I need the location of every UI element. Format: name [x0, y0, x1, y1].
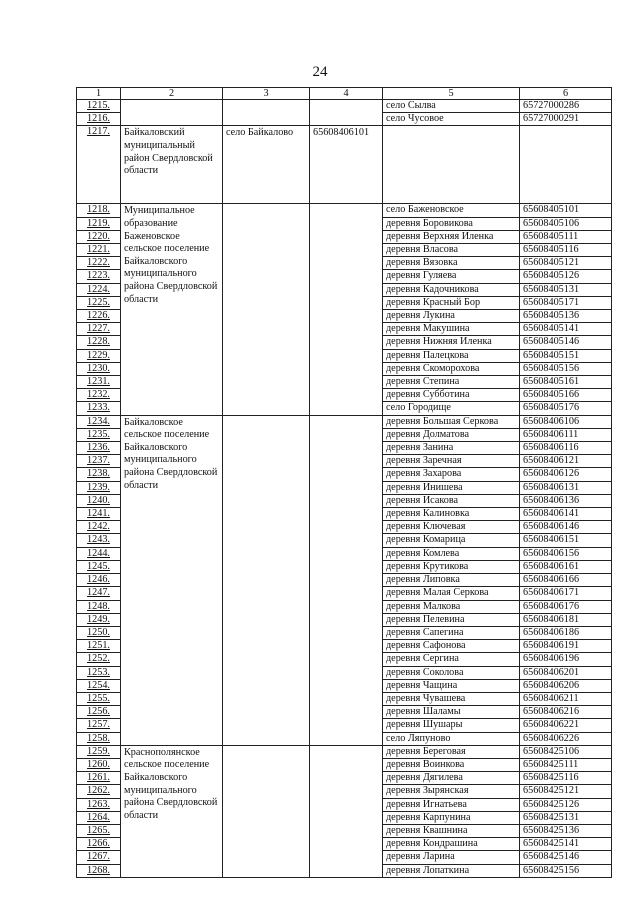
settlement-name: деревня Вязовка: [383, 257, 520, 270]
settlement-name: деревня Долматова: [383, 428, 520, 441]
row-number: 1245.: [77, 560, 121, 573]
settlement-name: деревня Власова: [383, 244, 520, 257]
row-number: 1255.: [77, 692, 121, 705]
row-number: 1253.: [77, 666, 121, 679]
settlement-name: деревня Кондрашина: [383, 838, 520, 851]
district-center: село Байкалово: [223, 126, 310, 204]
municipality-cell: [121, 100, 223, 126]
row-number: 1242.: [77, 521, 121, 534]
settlement-code: 65608406141: [520, 508, 612, 521]
settlement-code: 65608425111: [520, 758, 612, 771]
settlement-register-table: [76, 87, 612, 878]
settlement-code: 65608406181: [520, 613, 612, 626]
okato-cell: [310, 415, 383, 745]
settlement-name: деревня Липовка: [383, 574, 520, 587]
settlement-name: деревня Соколова: [383, 666, 520, 679]
admin-center-cell: [223, 745, 310, 877]
settlement-code: 65608425131: [520, 811, 612, 824]
row-number: 1266.: [77, 838, 121, 851]
settlement-name: деревня Кадочникова: [383, 283, 520, 296]
settlement-code: 65608406116: [520, 442, 612, 455]
row-number: 1229.: [77, 349, 121, 362]
settlement-code: 65608405156: [520, 362, 612, 375]
settlement-name: деревня Большая Серкова: [383, 415, 520, 428]
row-number: 1254.: [77, 679, 121, 692]
row-number: 1244.: [77, 547, 121, 560]
district-okato: 65608406101: [310, 126, 383, 204]
settlement-name: деревня Шаламы: [383, 706, 520, 719]
settlement-name: деревня Береговая: [383, 745, 520, 758]
page-number: 24: [312, 64, 328, 80]
row-number: 1230.: [77, 362, 121, 375]
settlement-name: деревня Занина: [383, 442, 520, 455]
settlement-name: деревня Ключевая: [383, 521, 520, 534]
row-number: 1260.: [77, 758, 121, 771]
settlement-code: 65727000286: [520, 100, 612, 113]
row-number: 1224.: [77, 283, 121, 296]
settlement-code: 65608405141: [520, 323, 612, 336]
row-number: 1222.: [77, 257, 121, 270]
settlement-name: село Чусовое: [383, 113, 520, 126]
row-number: 1263.: [77, 798, 121, 811]
row-number: 1228.: [77, 336, 121, 349]
column-header: 5: [383, 88, 520, 100]
settlement-code: 65608406126: [520, 468, 612, 481]
settlement-name: село Городище: [383, 402, 520, 415]
settlement-name: деревня Гуляева: [383, 270, 520, 283]
settlement-code: 65608425126: [520, 798, 612, 811]
table-row: [77, 745, 612, 758]
settlement-code: 65608406171: [520, 587, 612, 600]
settlement-code: 65608406186: [520, 626, 612, 639]
row-number: 1225.: [77, 296, 121, 309]
settlement-code: 65608425121: [520, 785, 612, 798]
row-number: 1216.: [77, 113, 121, 126]
settlement-name: деревня Сафонова: [383, 640, 520, 653]
table-row: [77, 204, 612, 217]
column-header: 2: [121, 88, 223, 100]
admin-center-cell: [223, 204, 310, 415]
settlement-code: 65608405146: [520, 336, 612, 349]
row-number: 1262.: [77, 785, 121, 798]
row-number: 1246.: [77, 574, 121, 587]
settlement-code: 65608406161: [520, 560, 612, 573]
row-number: 1252.: [77, 653, 121, 666]
settlement-name: деревня Чащина: [383, 679, 520, 692]
settlement-code: 65608406211: [520, 692, 612, 705]
admin-center-cell: [223, 100, 310, 126]
settlement-name: [383, 126, 520, 204]
table-row: [77, 415, 612, 428]
district-name: Байкаловский муниципальный район Свердловской области: [121, 126, 223, 204]
settlement-code: 65608406151: [520, 534, 612, 547]
settlement-code: 65608425141: [520, 838, 612, 851]
settlement-name: деревня Сапегина: [383, 626, 520, 639]
row-number: 1258.: [77, 732, 121, 745]
row-number: 1259.: [77, 745, 121, 758]
row-number: 1233.: [77, 402, 121, 415]
row-number: 1247.: [77, 587, 121, 600]
settlement-code: 65608425146: [520, 851, 612, 864]
settlement-name: деревня Игнатьева: [383, 798, 520, 811]
settlement-code: 65608405116: [520, 244, 612, 257]
settlement-code: 65608425136: [520, 824, 612, 837]
row-number: 1250.: [77, 626, 121, 639]
settlement-name: деревня Красный Бор: [383, 296, 520, 309]
settlement-name: деревня Комлева: [383, 547, 520, 560]
row-number: 1227.: [77, 323, 121, 336]
row-number: 1268.: [77, 864, 121, 877]
settlement-code: 65608406191: [520, 640, 612, 653]
row-number: 1249.: [77, 613, 121, 626]
row-number: 1223.: [77, 270, 121, 283]
settlement-name: деревня Макушина: [383, 323, 520, 336]
settlement-code: 65608405111: [520, 230, 612, 243]
settlement-name: деревня Квашнина: [383, 824, 520, 837]
column-header: 3: [223, 88, 310, 100]
settlement-name: село Сылва: [383, 100, 520, 113]
settlement-name: деревня Малая Серкова: [383, 587, 520, 600]
settlement-code: 65608406121: [520, 455, 612, 468]
municipality-name: Краснополянское сельское поселение Байкаловского муниципального района Свердловской области: [121, 745, 223, 877]
municipality-name: Муниципальное образование Баженовское сельское поселение Байкаловского муниципального района Свердловской области: [121, 204, 223, 415]
settlement-code: 65608405171: [520, 296, 612, 309]
settlement-code: 65608406136: [520, 494, 612, 507]
settlement-name: деревня Заречная: [383, 455, 520, 468]
row-number: 1220.: [77, 230, 121, 243]
settlement-name: деревня Шушары: [383, 719, 520, 732]
okato-cell: [310, 100, 383, 126]
settlement-code: 65608405101: [520, 204, 612, 217]
row-number: 1217.: [77, 126, 121, 204]
settlement-name: деревня Крутикова: [383, 560, 520, 573]
row-number: 1221.: [77, 244, 121, 257]
settlement-name: деревня Инишева: [383, 481, 520, 494]
settlement-code: 65608406196: [520, 653, 612, 666]
settlement-code: 65608405161: [520, 376, 612, 389]
row-number: 1256.: [77, 706, 121, 719]
okato-cell: [310, 745, 383, 877]
row-number: 1240.: [77, 494, 121, 507]
row-number: 1218.: [77, 204, 121, 217]
row-number: 1235.: [77, 428, 121, 441]
settlement-code: 65608425116: [520, 772, 612, 785]
settlement-code: 65608406206: [520, 679, 612, 692]
settlement-name: деревня Пелевина: [383, 613, 520, 626]
row-number: 1219.: [77, 217, 121, 230]
settlement-code: 65608405151: [520, 349, 612, 362]
settlement-name: деревня Лукина: [383, 310, 520, 323]
settlement-code: 65608406131: [520, 481, 612, 494]
row-number: 1241.: [77, 508, 121, 521]
row-number: 1267.: [77, 851, 121, 864]
settlement-code: 65608425106: [520, 745, 612, 758]
settlement-name: деревня Лопаткина: [383, 864, 520, 877]
okato-cell: [310, 204, 383, 415]
settlement-code: 65608406216: [520, 706, 612, 719]
settlement-code: 65608405136: [520, 310, 612, 323]
settlement-name: деревня Скоморохова: [383, 362, 520, 375]
row-number: 1257.: [77, 719, 121, 732]
settlement-code: [520, 126, 612, 204]
settlement-name: деревня Нижняя Иленка: [383, 336, 520, 349]
row-number: 1232.: [77, 389, 121, 402]
settlement-name: деревня Комарица: [383, 534, 520, 547]
district-row: [77, 126, 612, 204]
settlement-code: 65608405121: [520, 257, 612, 270]
settlement-code: 65608405131: [520, 283, 612, 296]
table-body: [77, 88, 612, 878]
settlement-name: деревня Исакова: [383, 494, 520, 507]
settlement-name: деревня Сергина: [383, 653, 520, 666]
settlement-name: деревня Калиновка: [383, 508, 520, 521]
settlement-code: 65608406221: [520, 719, 612, 732]
settlement-name: деревня Дягилева: [383, 772, 520, 785]
row-number: 1261.: [77, 772, 121, 785]
column-header: 1: [77, 88, 121, 100]
settlement-code: 65608406146: [520, 521, 612, 534]
row-number: 1239.: [77, 481, 121, 494]
settlement-code: 65608406166: [520, 574, 612, 587]
row-number: 1226.: [77, 310, 121, 323]
settlement-code: 65608406201: [520, 666, 612, 679]
settlement-code: 65608406106: [520, 415, 612, 428]
row-number: 1237.: [77, 455, 121, 468]
settlement-code: 65608405106: [520, 217, 612, 230]
row-number: 1234.: [77, 415, 121, 428]
column-header-row: [77, 88, 612, 100]
settlement-name: деревня Зырянская: [383, 785, 520, 798]
row-number: 1215.: [77, 100, 121, 113]
municipality-name: Байкаловское сельское поселение Байкаловского муниципального района Свердловской области: [121, 415, 223, 745]
settlement-name: деревня Субботина: [383, 389, 520, 402]
row-number: 1238.: [77, 468, 121, 481]
settlement-name: деревня Захарова: [383, 468, 520, 481]
table-row: [77, 100, 612, 113]
settlement-name: деревня Малкова: [383, 600, 520, 613]
settlement-code: 65608406226: [520, 732, 612, 745]
settlement-code: 65608406176: [520, 600, 612, 613]
settlement-name: деревня Палецкова: [383, 349, 520, 362]
row-number: 1243.: [77, 534, 121, 547]
settlement-name: деревня Верхняя Иленка: [383, 230, 520, 243]
settlement-name: деревня Карпунина: [383, 811, 520, 824]
row-number: 1264.: [77, 811, 121, 824]
row-number: 1248.: [77, 600, 121, 613]
settlement-name: село Ляпуново: [383, 732, 520, 745]
admin-center-cell: [223, 415, 310, 745]
row-number: 1231.: [77, 376, 121, 389]
row-number: 1265.: [77, 824, 121, 837]
row-number: 1251.: [77, 640, 121, 653]
row-number: 1236.: [77, 442, 121, 455]
settlement-code: 65727000291: [520, 113, 612, 126]
settlement-code: 65608406156: [520, 547, 612, 560]
settlement-name: деревня Ларина: [383, 851, 520, 864]
settlement-name: деревня Воинкова: [383, 758, 520, 771]
column-header: 4: [310, 88, 383, 100]
settlement-name: село Баженовское: [383, 204, 520, 217]
column-header: 6: [520, 88, 612, 100]
settlement-code: 65608405126: [520, 270, 612, 283]
settlement-name: деревня Боровикова: [383, 217, 520, 230]
settlement-code: 65608405166: [520, 389, 612, 402]
settlement-name: деревня Степина: [383, 376, 520, 389]
settlement-code: 65608405176: [520, 402, 612, 415]
settlement-code: 65608406111: [520, 428, 612, 441]
settlement-code: 65608425156: [520, 864, 612, 877]
settlement-name: деревня Чувашева: [383, 692, 520, 705]
